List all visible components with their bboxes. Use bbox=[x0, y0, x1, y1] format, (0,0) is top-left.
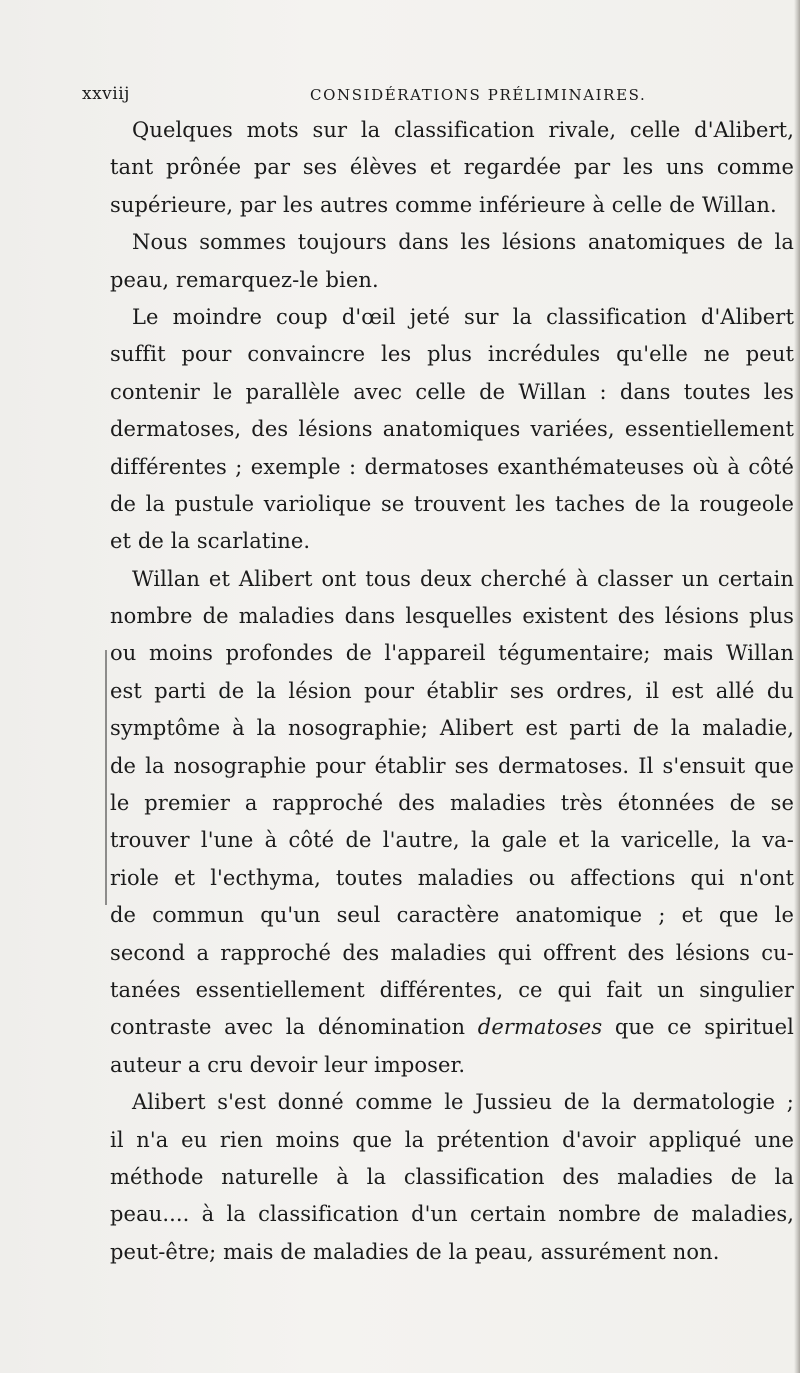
text-line: supérieure, par les autres comme inférieure à celle de Willan. bbox=[110, 192, 777, 217]
text-line: et de la scarlatine. bbox=[110, 529, 311, 554]
text-line: nombre de maladies dans lesquelles existent des lésions plus bbox=[110, 604, 794, 629]
page-header bbox=[82, 84, 742, 110]
text-line: tant prônée par ses élèves et regardée par les uns comme bbox=[110, 155, 794, 180]
text-line: peut-être; mais de maladies de la peau, assurément non. bbox=[110, 1239, 720, 1264]
text-line: il n'a eu rien moins que la prétention d'avoir appliqué une bbox=[110, 1127, 794, 1152]
italic-term: dermatoses bbox=[477, 1015, 603, 1040]
text-line: contraste avec la dénomination dermatoses que ce spirituel bbox=[110, 1015, 794, 1040]
text-line: méthode naturelle à la classification des maladies de la bbox=[110, 1164, 794, 1189]
text-line: tanées essentiellement différentes, ce qui fait un singulier bbox=[110, 977, 794, 1002]
text-line: Willan et Alibert ont tous deux cherché à classer un certain bbox=[132, 566, 794, 591]
text-line: suffit pour convaincre les plus incrédules qu'elle ne peut bbox=[110, 342, 794, 367]
page-number: xxviij bbox=[82, 84, 130, 104]
text-line: de commun qu'un seul caractère anatomique ; et que le bbox=[110, 903, 794, 928]
text-line: le premier a rapproché des maladies très étonnées de se bbox=[110, 791, 794, 816]
text-line: est parti de la lésion pour établir ses ordres, il est allé du bbox=[110, 678, 794, 703]
text-line: Le moindre coup d'œil jeté sur la classification d'Alibert bbox=[132, 304, 794, 329]
text-line: riole et l'ecthyma, toutes maladies ou affections qui n'ont bbox=[110, 865, 794, 890]
text-line: ou moins profondes de l'appareil tégumentaire; mais Willan bbox=[110, 641, 794, 666]
text-line: auteur a cru devoir leur imposer. bbox=[110, 1052, 466, 1077]
text-line: différentes ; exemple : dermatoses exanthémateuses où à côté bbox=[110, 454, 794, 479]
text-line: dermatoses, des lésions anatomiques variées, essentiellement bbox=[110, 417, 794, 442]
text-line: trouver l'une à côté de l'autre, la gale et la varicelle, la va- bbox=[110, 828, 794, 853]
body-text bbox=[110, 112, 794, 1271]
running-title: CONSIDÉRATIONS PRÉLIMINAIRES. bbox=[310, 86, 647, 104]
text-line: peau.... à la classification d'un certain nombre de maladies, bbox=[110, 1202, 794, 1227]
text-line: de la nosographie pour établir ses dermatoses. Il s'ensuit que bbox=[110, 753, 794, 778]
text-line: Alibert s'est donné comme le Jussieu de la dermatologie ; bbox=[132, 1090, 794, 1115]
page-edge-shadow bbox=[794, 0, 800, 1373]
text-line: contenir le parallèle avec celle de Willan : dans toutes les bbox=[110, 379, 794, 404]
text-line: second a rapproché des maladies qui offrent des lésions cu- bbox=[110, 940, 794, 965]
text-line: de la pustule variolique se trouvent les taches de la rougeole bbox=[110, 491, 794, 516]
text-line: peau, remarquez-le bien. bbox=[110, 267, 379, 292]
text-line: Quelques mots sur la classification rivale, celle d'Alibert, bbox=[132, 118, 794, 142]
text-line: symptôme à la nosographie; Alibert est parti de la maladie, bbox=[110, 716, 794, 741]
text-line: Nous sommes toujours dans les lésions anatomiques de la bbox=[132, 230, 794, 255]
